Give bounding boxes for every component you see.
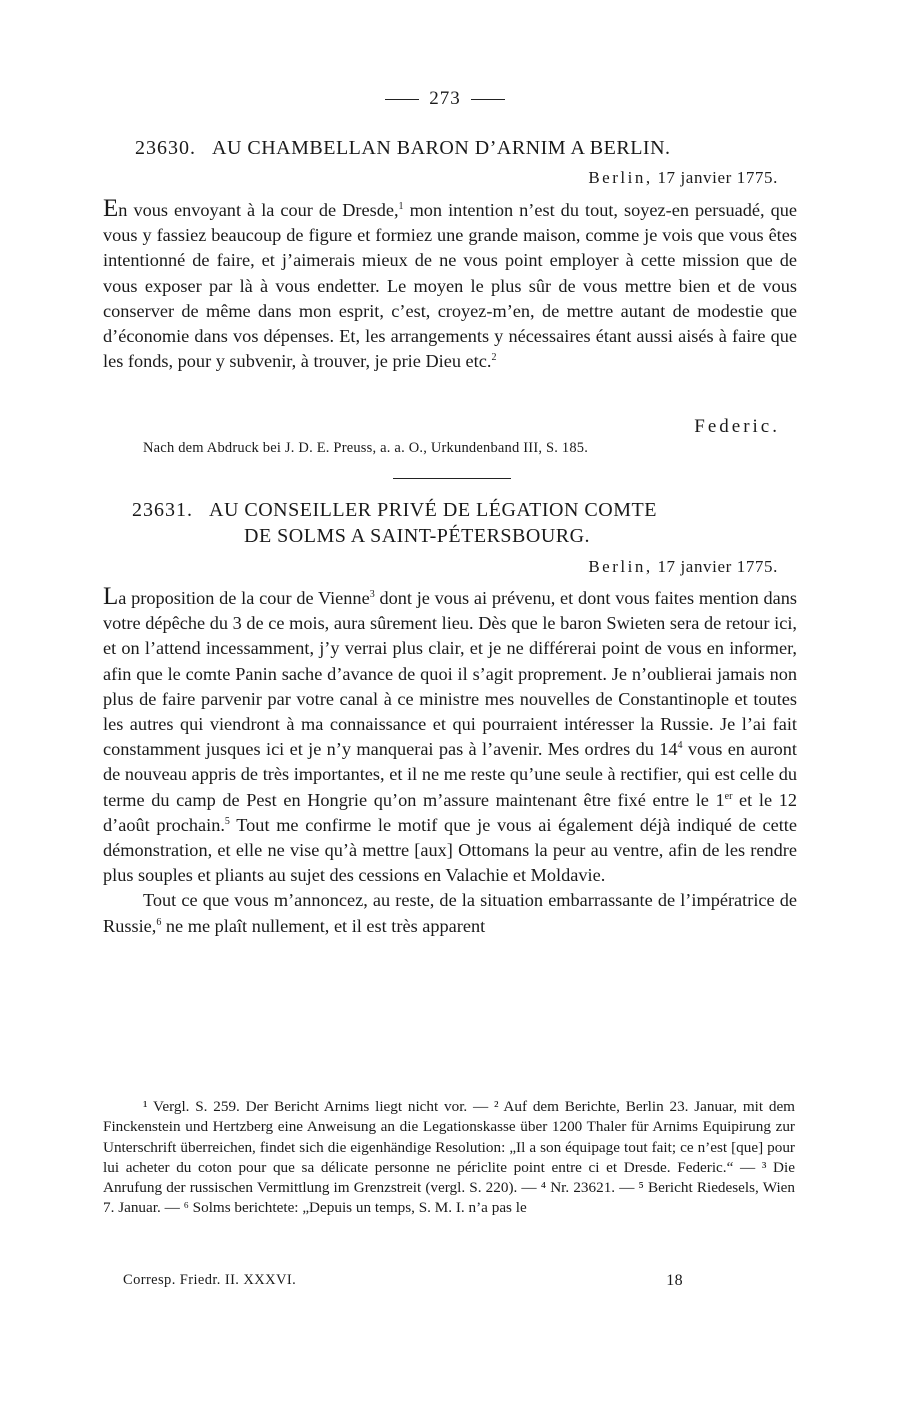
letter-2-body [103,584,797,939]
letter-1-text-a: n vous envoyant à la cour de Dresde, [118,200,399,220]
footnote-ref-3[interactable]: 3 [369,589,375,600]
signature-mark: 18 [666,1272,683,1289]
letter-2-text-d: et le 12 d’août prochain. [103,789,797,835]
letter-2-paragraph-2 [103,888,797,938]
letter-2-place: Berlin, [588,557,653,576]
letter-2-text-b: dont je vous ai prévenu, et dont vous faites mention dans votre dépêche du 3 de ce mois, aura sûrement lieu. Dès que le baron Swieten sera de retour ici, et on l’attend incessamment, j’y verrai plus clair, et je ne différerai point de vous en informer, afin que le comte Panin sache d’avance de quoi il s’agit proprement. Je n’oublierai jamais non plus de faire parvenir par votre canal à ce ministre mes nouvelles de Constantinople et toutes les autres qui viendront à ma connaissance et qui pourraient intéresser la Russie. Je l’ai fait constamment jusques ici et je n’y manquerai pas à l’avenir. Mes ordres du 14 [103,588,798,760]
letter-1-initial: E [103,195,119,222]
page-number [0,88,890,110]
section-divider [393,478,511,479]
page-number-text: 273 [429,88,461,109]
footnote-ref-1[interactable]: 1 [398,201,404,212]
letter-1-date: 17 janvier 1775. [657,168,778,187]
letter-1-heading [135,135,835,161]
letter-2-paragraph-1 [103,584,797,888]
letter-1-dateline [588,168,778,188]
letter-2-text-a: a proposition de la cour de Vienne [118,588,370,608]
footnote-ref-5[interactable]: 5 [224,815,230,827]
footnotes [103,1097,795,1219]
letter-1-place: Berlin, [588,168,653,187]
letter-2-text-g: ne me plaît nullement, et il est très apparent [161,915,486,936]
letter-2-text-c: vous en auront de nouveau appris de très importantes, et il ne me reste qu’une seule à rectifier, qui est celle du terme du camp de Pest en Hongrie qu’on m’assure maintenant être fixé entre le 1 [103,739,797,810]
letter-1-title: AU CHAMBELLAN BARON D’ARNIM A BERLIN. [212,137,671,159]
letter-1-number: 23630. [135,137,196,159]
letter-1-source: Nach dem Abdruck bei J. D. E. Preuss, a. a. O., Urkundenband III, S. 185. [143,440,589,456]
footnote-ref-2[interactable]: 2 [491,352,497,364]
footnotes-text: ¹ Vergl. S. 259. Der Bericht Arnims liegt nicht vor. — ² Auf dem Berichte, Berlin 23. Januar, mit dem Finckenstein und Hertzberg eine Anweisung an die Legationskasse über 1200 Thaler für Arnims Equipirung zur Unterschrift überreichen, findet sich die eigenhändige Resolution: „Il a son équipage tout fait; ce n’est [que] pour lui acheter du coton pour que sa délicate personne ne périclite point entre ci et Dresde. Federic.“ — ³ Die Anrufung der russischen Vermittlung im Grenzstreit (vergl. S. 220). — ⁴ Nr. 23621. — ⁵ Bericht Riedesels, Wien 7. Januar. — ⁶ Solms berichtete: „Depuis un temps, S. M. I. n’a pas le [103,1098,795,1217]
letter-2-number: 23631. [132,499,193,521]
page-footer [123,1272,683,1289]
footnote-ref-6[interactable]: 6 [156,916,162,928]
letter-1-paragraph [103,196,797,374]
letter-1-text-b: mon intention n’est du tout, soyez-en persuadé, que vous y fassiez beaucoup de figure et formiez une grande maison, comme je vois que vous êtes intentionné de faire, et j’aimerais mieux de ne vous point employer à cette mission que de vous exposer par là à vous endetter. Le moyen le plus sûr de vous mettre bien et de vous conserver de même dans mon esprit, c’est, croyez-m’en, de mettre autant de modestie que d’économie dans vos dépenses. Et, les arrangements y nécessaires étant aussi aisés à faire que les fonds, pour y subvenir, à trouver, je prie Dieu etc. [103,200,797,372]
letter-2-initial: L [103,583,119,610]
letter-2-dateline [588,557,778,577]
letter-2-title-line1: AU CONSEILLER PRIVÉ DE LÉGATION COMTE [209,499,657,521]
letter-2-text-e: Tout me confirme le motif que je vous ai également déjà indiqué de cette démonstration, et elle ne vise qu’à mettre [aux] Ottomans la peur au ventre, afin de les rendre plus souples et pliants au sujet des cessions en Valachie et Moldavie. [103,814,797,886]
letter-2-date: 17 janvier 1775. [657,557,778,576]
footnote-ref-4[interactable]: 4 [677,740,683,752]
publication-line: Corresp. Friedr. II. XXXVI. [123,1272,297,1288]
ordinal-suffix: er [724,790,733,802]
page-number-dash-left [385,99,419,100]
letter-2-title-line2: DE SOLMS A SAINT-PÉTERSBOURG. [244,525,591,547]
letter-2-heading [132,497,832,549]
letter-1-signature: Federic. [694,416,780,437]
page-number-dash-right [471,99,505,100]
letter-1-body [103,196,797,374]
letter-2-text-f: Tout ce que vous m’annoncez, au reste, de la situation embarrassante de l’impératrice de Russie, [103,890,797,936]
